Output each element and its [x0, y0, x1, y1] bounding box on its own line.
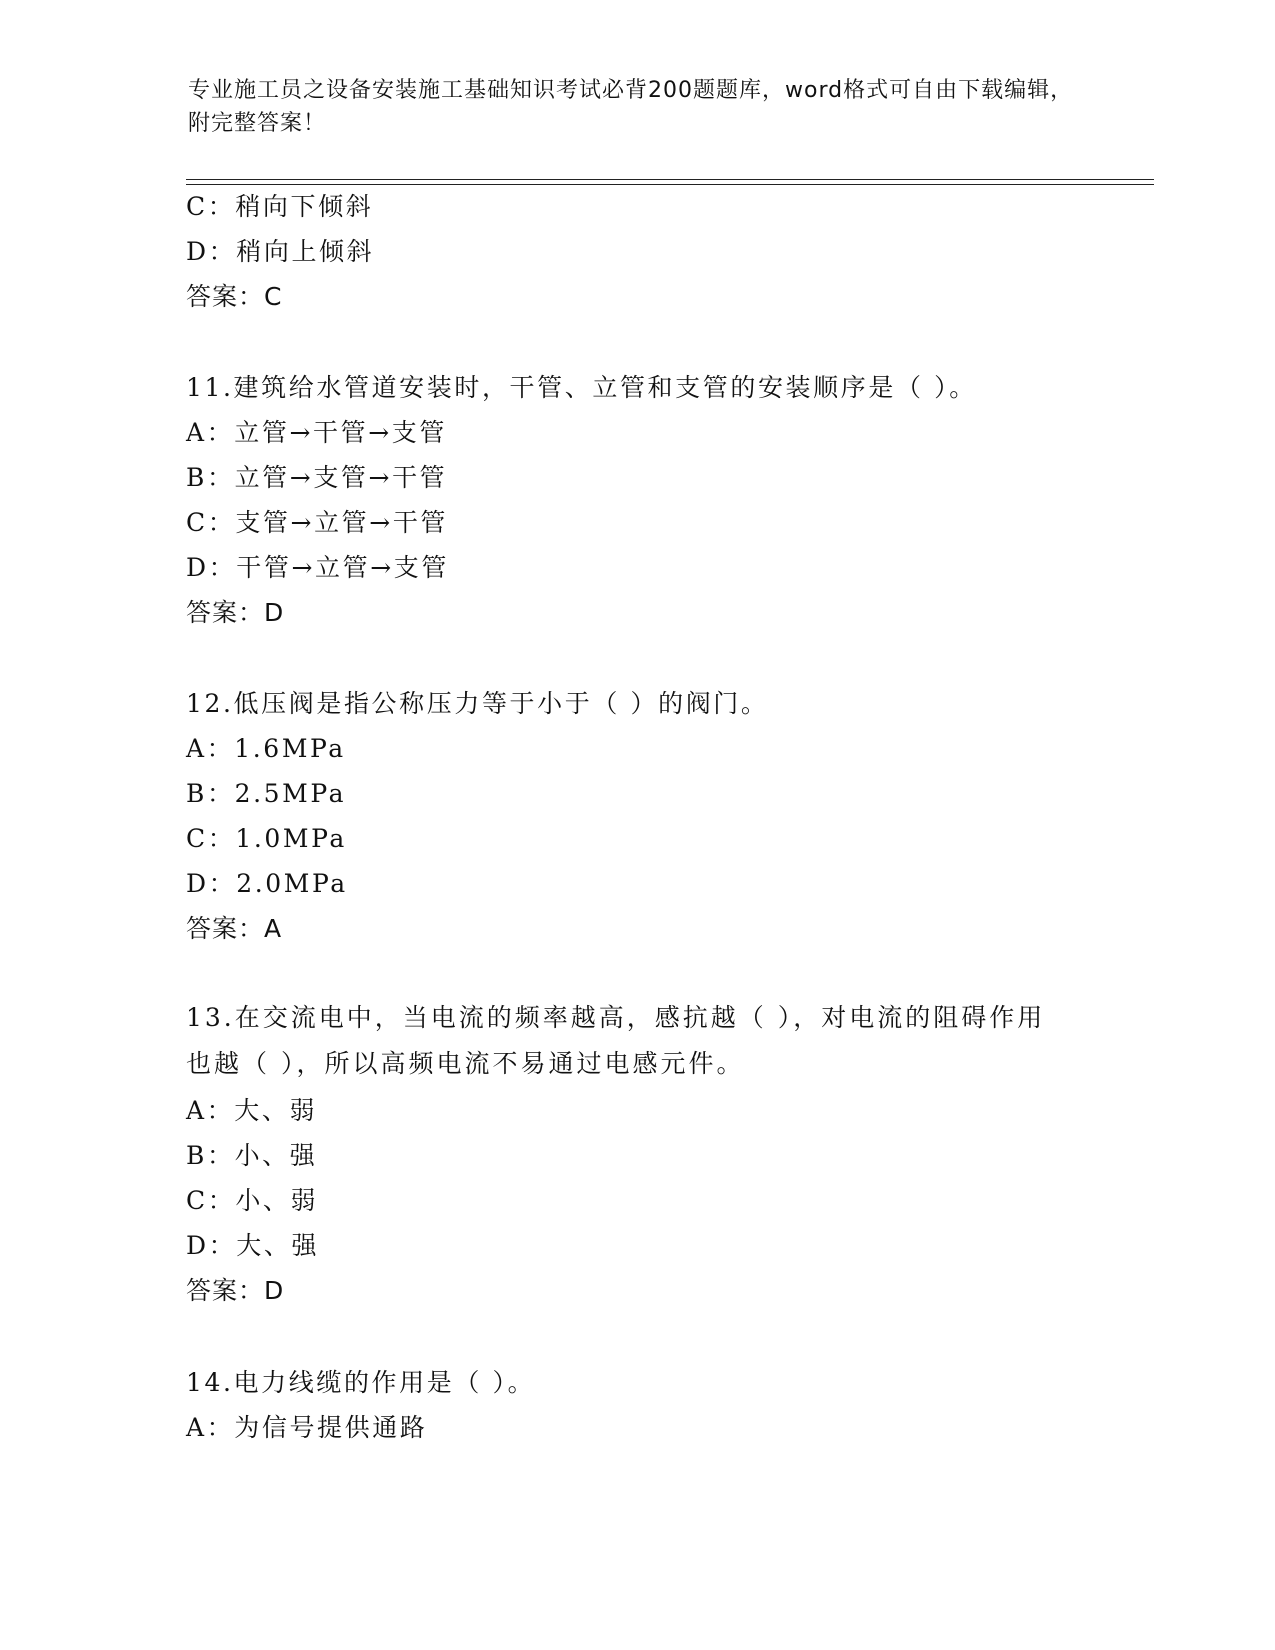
q14-stem: 14.电力线缆的作用是（ ）。 [186, 1368, 536, 1397]
q14-option-a: A：为信号提供通路 [186, 1413, 428, 1442]
q10-option-d: D：稍向上倾斜 [186, 237, 375, 266]
q10-answer: 答案：C [186, 282, 283, 311]
q11-option-a: A：立管→干管→支管 [186, 418, 447, 447]
q13-option-b: B：小、强 [186, 1141, 318, 1170]
header-rule-top [186, 179, 1154, 180]
document-header-title: 专业施工员之设备安装施工基础知识考试必背200题题库，word格式可自由下载编辑，附完整答案！ [188, 78, 1074, 136]
q12-option-c: C：1.0MPa [186, 824, 347, 853]
q10-option-c: C：稍向下倾斜 [186, 192, 374, 221]
q13-stem: 13.在交流电中，当电流的频率越高，感抗越（ ），对电流的阻碍作用也越（ ），所以高频电流不易通过电感元件。 [186, 1003, 1046, 1078]
q12-option-d: D：2.0MPa [186, 869, 348, 898]
q13-option-d: D：大、强 [186, 1231, 320, 1260]
q13-option-c: C：小、弱 [186, 1186, 319, 1215]
q11-option-c: C：支管→立管→干管 [186, 508, 449, 537]
q13-option-a: A：大、弱 [186, 1096, 318, 1125]
q12-stem: 12.低压阀是指公称压力等于小于（ ）的阀门。 [186, 689, 769, 718]
q11-answer: 答案：D [186, 598, 285, 627]
q12-option-a: A：1.6MPa [186, 734, 346, 763]
q11-option-b: B：立管→支管→干管 [186, 463, 448, 492]
q11-option-d: D：干管→立管→支管 [186, 553, 449, 582]
q12-answer: 答案：A [186, 914, 283, 943]
q13-answer: 答案：D [186, 1276, 285, 1305]
q11-stem: 11.建筑给水管道安装时，干管、立管和支管的安装顺序是（ ）。 [186, 373, 977, 402]
q12-option-b: B：2.5MPa [186, 779, 347, 808]
header-rule-bottom [186, 184, 1154, 185]
